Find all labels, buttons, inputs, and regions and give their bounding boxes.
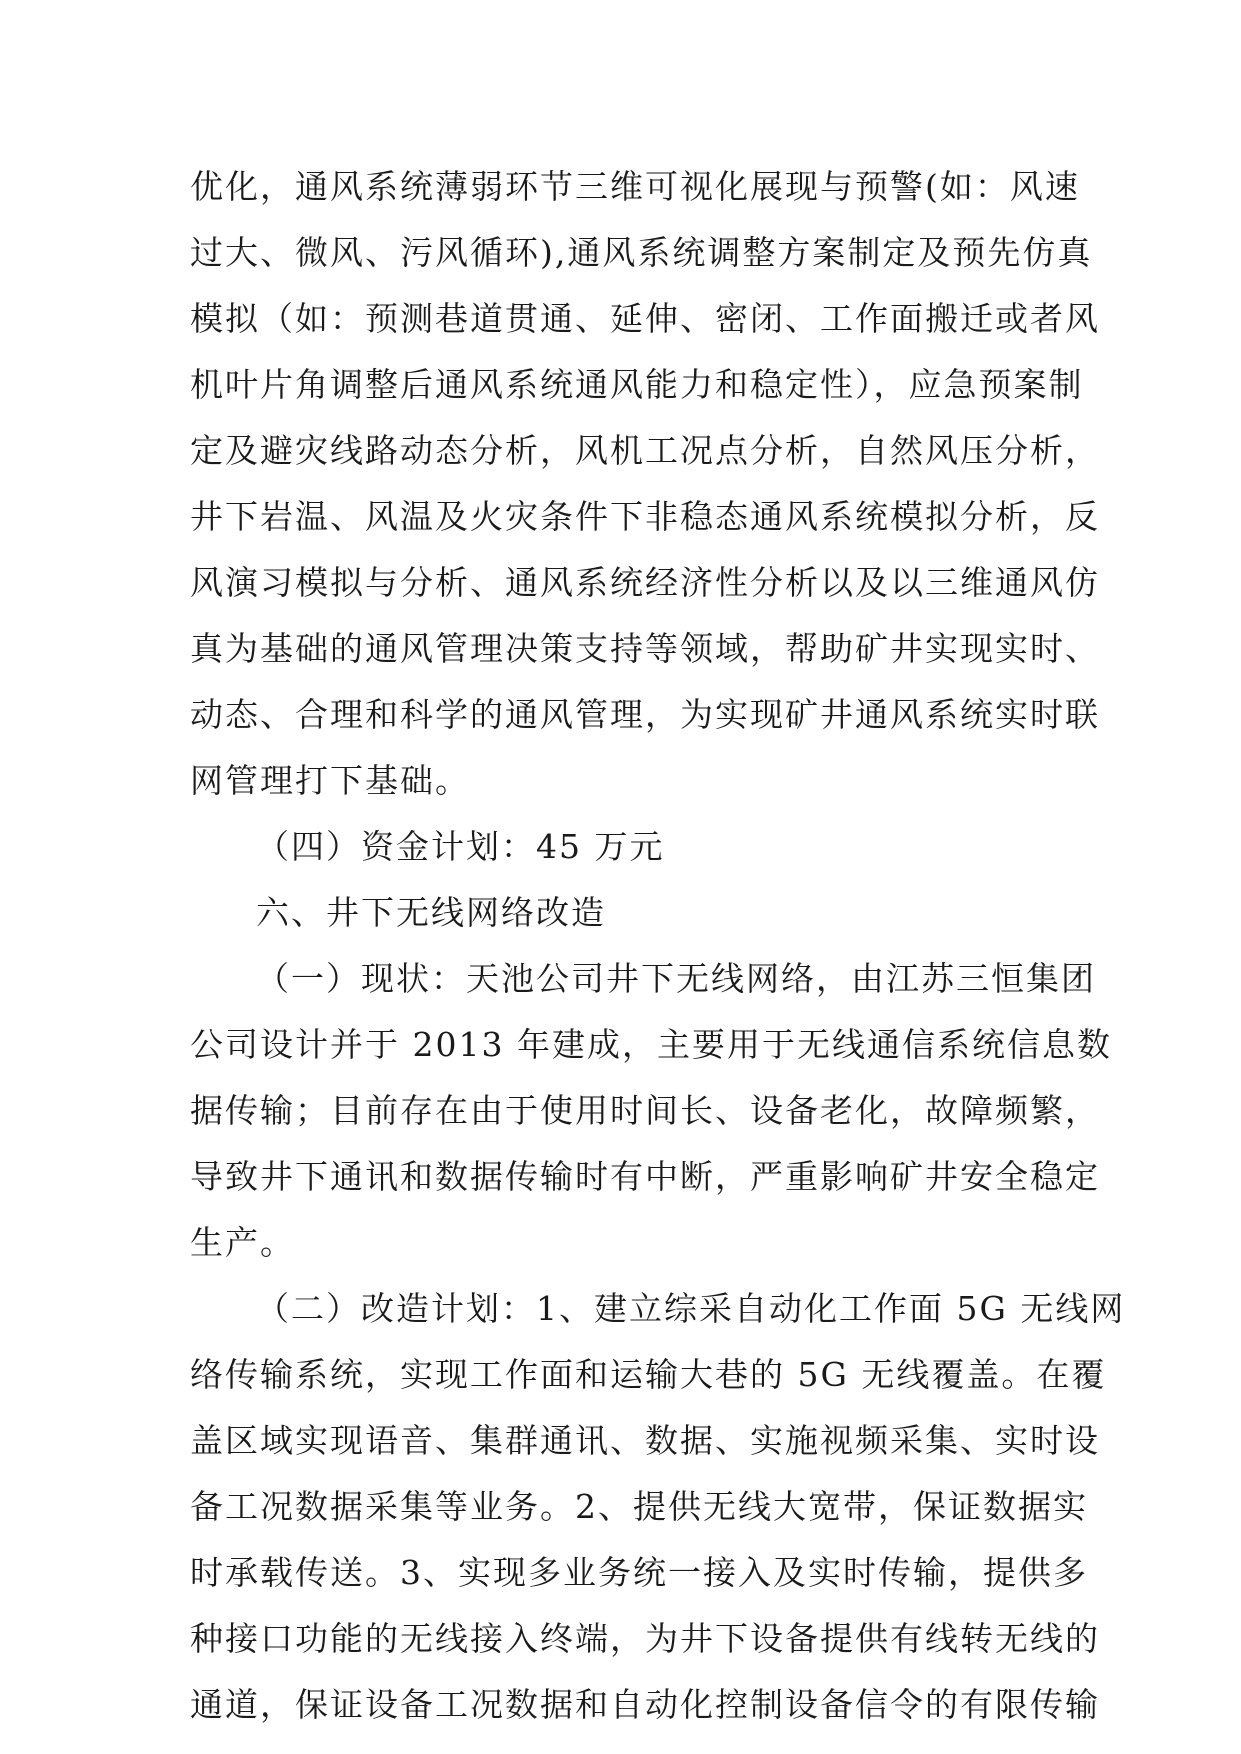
text-line: 络传输系统，实现工作面和运输大巷的 5G 无线覆盖。在覆 — [190, 1355, 1107, 1394]
text-line: 网管理打下基础。 — [190, 761, 470, 800]
text-line: 据传输；目前存在由于使用时间长、设备老化，故障频繁， — [190, 1091, 1100, 1130]
text-line: 盖区域实现语音、集群通讯、数据、实施视频采集、实时设 — [190, 1421, 1100, 1460]
subsection-status: （一）现状：天池公司井下无线网络，由江苏三恒集团 — [256, 959, 1096, 998]
document-body — [190, 154, 1126, 1738]
text-line: 动态、合理和科学的通风管理，为实现矿井通风系统实时联 — [190, 695, 1100, 734]
text-line: 种接口功能的无线接入终端，为井下设备提供有线转无线的 — [190, 1619, 1100, 1658]
text-line: 公司设计并于 2013 年建成，主要用于无线通信系统信息数 — [190, 1025, 1112, 1064]
text-line: 时承载传送。3、实现多业务统一接入及实时传输，提供多 — [190, 1553, 1088, 1592]
text-line: 通道，保证设备工况数据和自动化控制设备信令的有限传输 — [190, 1685, 1100, 1724]
section-funding: （四）资金计划：45 万元 — [256, 827, 665, 866]
text-line: 模拟（如：预测巷道贯通、延伸、密闭、工作面搬迁或者风 — [190, 299, 1100, 338]
text-line: 井下岩温、风温及火灾条件下非稳态通风系统模拟分析，反 — [190, 497, 1100, 536]
text-line: 机叶片角调整后通风系统通风能力和稳定性），应急预案制 — [190, 365, 1084, 404]
section-heading: 六、井下无线网络改造 — [256, 893, 606, 932]
text-line: 过大、微风、污风循环),通风系统调整方案制定及预先仿真 — [190, 233, 1093, 272]
text-line: 优化，通风系统薄弱环节三维可视化展现与预警(如：风速 — [190, 167, 1080, 206]
text-line: 备工况数据采集等业务。2、提供无线大宽带，保证数据实 — [190, 1487, 1088, 1526]
text-line: 风演习模拟与分析、通风系统经济性分析以及以三维通风仿 — [190, 563, 1100, 602]
text-line: 导致井下通讯和数据传输时有中断，严重影响矿井安全稳定 — [190, 1157, 1100, 1196]
text-line: 定及避灾线路动态分析，风机工况点分析，自然风压分析， — [190, 431, 1100, 470]
subsection-plan: （二）改造计划：1、建立综采自动化工作面 5G 无线网 — [256, 1289, 1126, 1328]
text-line: 生产。 — [190, 1223, 295, 1262]
text-line: 真为基础的通风管理决策支持等领域，帮助矿井实现实时、 — [190, 629, 1100, 668]
